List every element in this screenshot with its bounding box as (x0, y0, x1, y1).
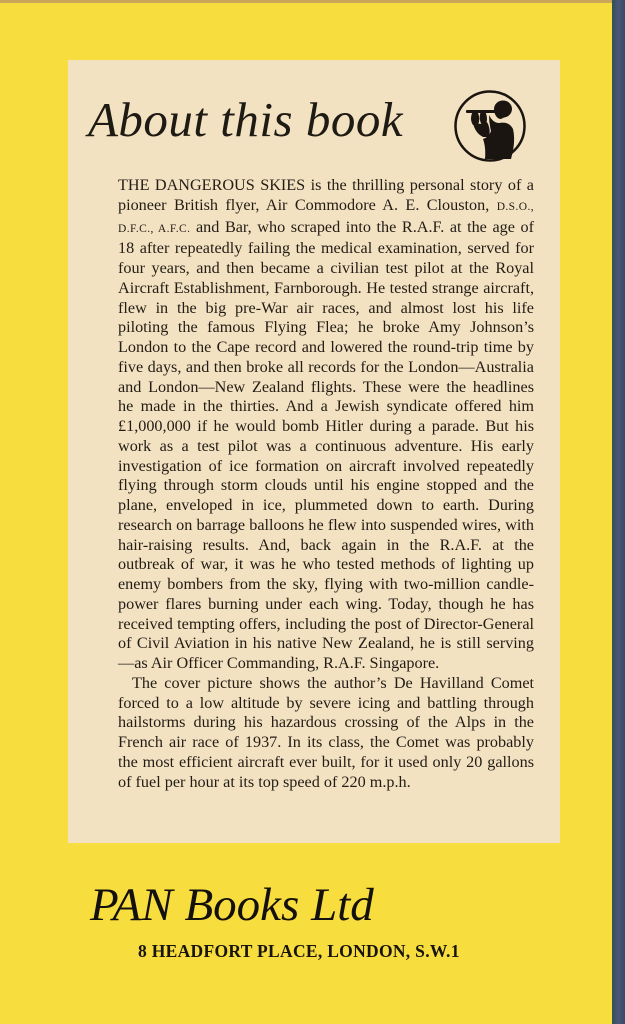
publisher-address: 8 HEADFORT PLACE, LONDON, S.W.1 (138, 941, 460, 961)
book-spine (612, 0, 625, 1024)
description-paragraph-1 (118, 176, 534, 674)
about-heading: About this book (88, 92, 404, 147)
description-paragraph-2: The cover picture shows the author’s De Havilland Comet forced to a low altitude by severe icing and battling through hailstorms during his hazardous crossing of the Alps in the French air race of 1937. In its class, the Comet was probably the most efficient aircraft ever built, for it used only 20 gallons of fuel per hour at its top speed of 220 m.p.h. (118, 673, 534, 791)
cover-top-edge (0, 0, 612, 3)
description-rest: and Bar, who scraped into the R.A.F. at the age of 18 after repeatedly failing the medical examination, served for four years, and then became a civilian test pilot at the Royal Aircraft Establishment, Farnborough. He tested strange aircraft, flew in the big pre-War air races, and almost lost his life piloting the famous Flying Flea; he broke Amy Johnson’s London to the Cape record and lowered the round-trip time by five days, and then broke all records for the London—Australia and London—New Zealand flights. These were the headlines he made in the thirties. And a Jewish syndicate offered him £1,000,000 if he would bomb Hitler during a parade. But his work as a test pilot was a continuous adventure. His early investigation of ice formation on aircraft involved repeatedly flying through storm clouds until his engine stopped and the plane, enveloped in ice, plummeted down to earth. During research on barrage balloons he flew into suspended wires, with hair-raising results. And, back again in the R.A.F. at the outbreak of war, it was he who tested methods of lighting up enemy bombers from the sky, flying with two-million candle-power flares burning under each wing. Today, though he has received tempting offers, including the post of Director-General of Civil Aviation in his native New Zealand, he is still serving—as Air Officer Commanding, R.A.F. Singapore. (118, 217, 534, 672)
description-intro: THE DANGEROUS SKIES is the thrilling personal story of a pioneer British flyer, Air Commodore A. E. Clouston, (118, 176, 534, 214)
pan-piper-silhouette-icon (453, 89, 527, 163)
piper-figure (466, 101, 514, 160)
about-panel (68, 60, 560, 843)
author-decorations: D.S.O., D.F.C., A.F.C. (118, 200, 534, 235)
publisher-name: PAN Books Ltd (90, 879, 374, 931)
book-description (118, 176, 534, 792)
